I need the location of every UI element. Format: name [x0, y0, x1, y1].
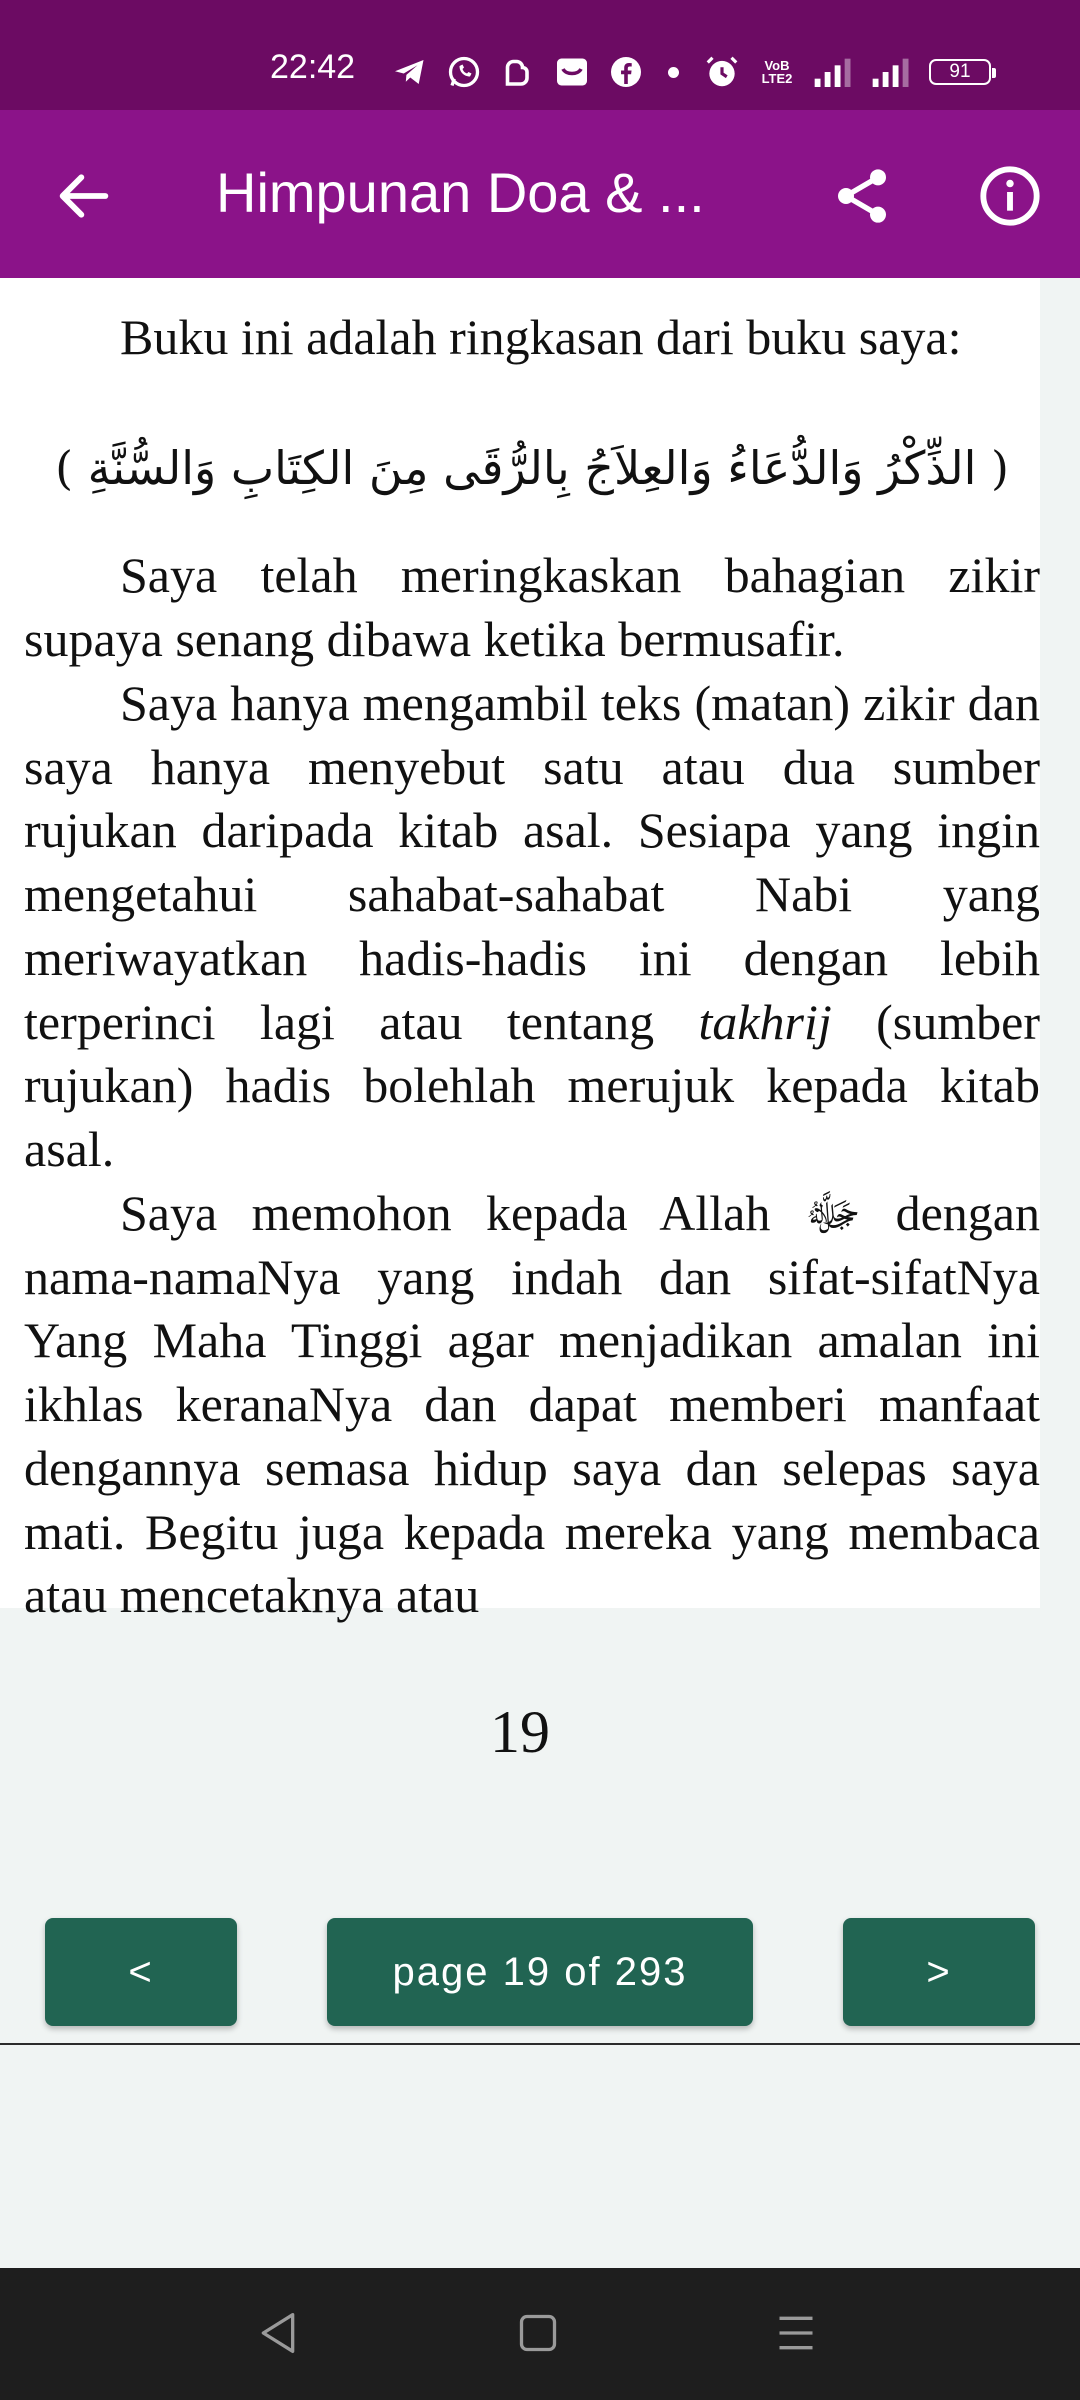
whatsapp-icon [446, 54, 482, 90]
book-page [0, 278, 1040, 1765]
paragraph-sources-text-end: (sumber rujukan) hadis bolehlah merujuk kepada kitab asal. [24, 993, 1040, 1177]
paragraph-summary: Saya telah meringkaskan bahagian zikir supaya senang dibawa ketika bermusafir. [24, 547, 1040, 667]
square-home-icon[interactable] [516, 2308, 560, 2358]
battery-icon [929, 59, 991, 85]
next-page-button[interactable]: > [843, 1918, 1035, 2026]
notification-app-icon [500, 54, 536, 90]
mail-app-icon [554, 54, 590, 90]
prev-page-button[interactable]: < [45, 1918, 237, 2026]
menu-lines-icon[interactable] [774, 2308, 818, 2358]
triangle-back-icon[interactable] [256, 2308, 300, 2358]
info-icon[interactable] [978, 164, 1042, 228]
signal-icon [813, 55, 853, 89]
share-icon[interactable] [830, 164, 894, 228]
status-icons [392, 50, 991, 94]
status-bar [0, 0, 1080, 110]
volte-icon: VoB LTE2 [761, 58, 793, 86]
signal-icon [871, 55, 911, 89]
alarm-icon [703, 53, 741, 91]
paragraph-sources-text: Saya hanya mengambil teks (matan) zikir dan saya hanya menyebut satu atau dua sumber rujukan daripada kitab asal. Sesiapa yang ingin mengetahui sahabat-sahabat Nabi yang meriwayatkan hadis-hadis ini dengan lebih terperinci lagi atau tentang [24, 675, 1040, 1050]
status-time: 22:42 [270, 48, 356, 86]
app-title: Himpunan Doa & ... [216, 161, 705, 224]
system-navigation-bar [0, 2268, 1080, 2400]
battery-level: 91 [949, 61, 971, 82]
app-bar [0, 110, 1080, 278]
page-number: 19 [490, 1699, 550, 1765]
paragraph-sources [24, 672, 1040, 1182]
italic-term: takhrij [698, 993, 832, 1050]
arrow-left-icon[interactable] [52, 164, 116, 228]
telegram-icon [392, 54, 428, 90]
page-indicator-button[interactable]: page 19 of 293 [327, 1918, 753, 2026]
paragraph-intro: Buku ini adalah ringkasan dari buku saya: [120, 309, 962, 365]
paragraph-prayer: Saya memohon kepada Allah ﷻ dengan nama-namaNya yang indah dan sifat-sifatNya Yang Maha Tinggi agar menjadikan amalan ini ikhlas keranaNya dan dapat memberi manfaat dengannya semasa hidup saya dan selepas saya mati. Begitu juga kepada mereka yang membaca atau mencetaknya atau [24, 1185, 1040, 1624]
divider [0, 2043, 1080, 2045]
facebook-icon [608, 54, 644, 90]
dot-icon [668, 67, 679, 78]
arabic-title: ( الذِّكْرُ وَالدُّعَاءُ وَالعِلاَجُ بِالرُّقَى مِنَ الكِتَابِ وَالسُّنَّةِ ) [55, 441, 1009, 495]
